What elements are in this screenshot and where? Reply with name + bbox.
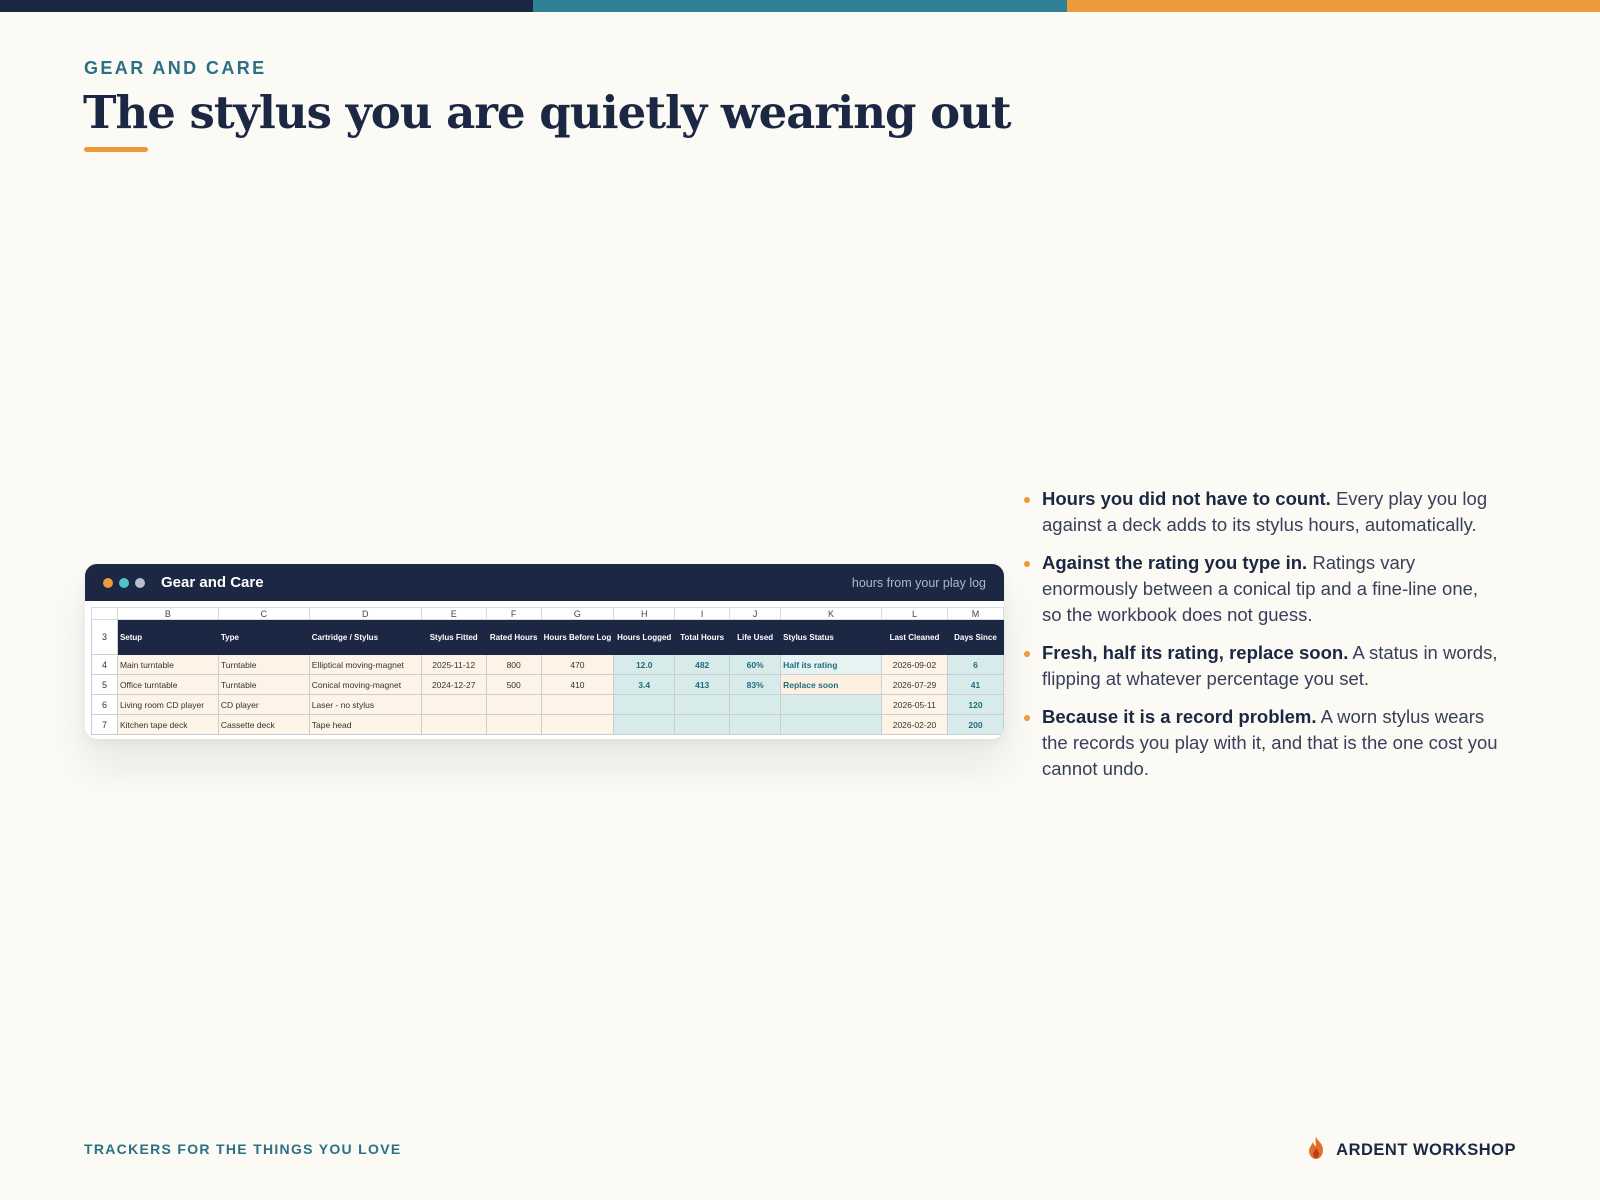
bullet-item <box>1042 640 1502 692</box>
column-letter[interactable]: L <box>881 608 947 620</box>
cell-stylus-status[interactable] <box>781 715 882 735</box>
bullet-lead: Against the rating you type in. <box>1042 552 1308 573</box>
header-cell-stylus-status[interactable]: Stylus Status <box>781 620 882 655</box>
window-dot-teal <box>119 578 129 588</box>
cell-stylus-fitted[interactable]: 2025-11-12 <box>421 655 486 675</box>
cell-type[interactable]: Turntable <box>218 675 309 695</box>
bullet-item <box>1042 704 1502 782</box>
header-cell-type[interactable]: Type <box>218 620 309 655</box>
cell-life-used[interactable]: 83% <box>730 675 781 695</box>
cell-type[interactable]: CD player <box>218 695 309 715</box>
section-eyebrow: GEAR AND CARE <box>84 58 267 78</box>
accent-segment-orange <box>1067 0 1600 12</box>
footer-tagline: TRACKERS FOR THE THINGS YOU LOVE <box>84 1141 402 1157</box>
row-number: 6 <box>92 695 118 715</box>
column-letter[interactable]: I <box>675 608 730 620</box>
cell-life-used[interactable]: 60% <box>730 655 781 675</box>
column-letter[interactable]: B <box>117 608 218 620</box>
flame-icon <box>1306 1136 1326 1165</box>
cell-cartridge[interactable]: Conical moving-magnet <box>309 675 421 695</box>
cell-last-cleaned[interactable]: 2026-07-29 <box>881 675 947 695</box>
column-letter-row <box>92 608 1004 620</box>
header-cell-hours-logged[interactable]: Hours Logged <box>614 620 675 655</box>
cell-days-since[interactable]: 41 <box>947 675 1003 695</box>
row-number: 7 <box>92 715 118 735</box>
column-letter[interactable]: J <box>730 608 781 620</box>
cell-hours-before-log[interactable]: 410 <box>541 675 614 695</box>
row-number: 5 <box>92 675 118 695</box>
cell-hours-logged[interactable]: 12.0 <box>614 655 675 675</box>
cell-hours-before-log[interactable]: 470 <box>541 655 614 675</box>
corner-cell <box>92 608 118 620</box>
cell-last-cleaned[interactable]: 2026-02-20 <box>881 715 947 735</box>
feature-bullet-list <box>1042 486 1502 794</box>
cell-days-since[interactable]: 120 <box>947 695 1003 715</box>
page-title: The stylus you are quietly wearing out <box>83 86 1011 139</box>
column-letter[interactable]: F <box>486 608 541 620</box>
cell-last-cleaned[interactable]: 2026-09-02 <box>881 655 947 675</box>
cell-stylus-status[interactable]: Replace soon <box>781 675 882 695</box>
cell-rated-hours[interactable]: 500 <box>486 675 541 695</box>
cell-total-hours[interactable] <box>675 695 730 715</box>
cell-life-used[interactable] <box>730 715 781 735</box>
bullet-lead: Because it is a record problem. <box>1042 706 1317 727</box>
table-row <box>92 715 1004 735</box>
cell-total-hours[interactable] <box>675 715 730 735</box>
card-header <box>85 564 1004 601</box>
window-dot-grey <box>135 578 145 588</box>
bullet-lead: Hours you did not have to count. <box>1042 488 1331 509</box>
bullet-text: Every play you log against a deck adds to its stylus hours, automatically. <box>1042 488 1488 535</box>
cell-setup[interactable]: Office turntable <box>117 675 218 695</box>
table-row <box>92 695 1004 715</box>
header-cell-stylus-fitted[interactable]: Stylus Fitted <box>421 620 486 655</box>
cell-rated-hours[interactable] <box>486 695 541 715</box>
header-cell-setup[interactable]: Setup <box>117 620 218 655</box>
window-dot-orange <box>103 578 113 588</box>
footer-brand-name: ARDENT WORKSHOP <box>1336 1141 1516 1159</box>
accent-segment-teal <box>533 0 1066 12</box>
card-title: Gear and Care <box>161 574 264 591</box>
cell-last-cleaned[interactable]: 2026-05-11 <box>881 695 947 715</box>
column-letter[interactable]: K <box>781 608 882 620</box>
bullet-text: A status in words, flipping at whatever percentage you set. <box>1042 642 1498 689</box>
cell-stylus-fitted[interactable] <box>421 715 486 735</box>
column-letter[interactable]: G <box>541 608 614 620</box>
cell-total-hours[interactable]: 413 <box>675 675 730 695</box>
header-cell-total-hours[interactable]: Total Hours <box>675 620 730 655</box>
column-letter[interactable]: C <box>218 608 309 620</box>
header-cell-days-since[interactable]: Days Since <box>947 620 1003 655</box>
cell-stylus-fitted[interactable]: 2024-12-27 <box>421 675 486 695</box>
table-header-row <box>92 620 1004 655</box>
cell-type[interactable]: Turntable <box>218 655 309 675</box>
bullet-item <box>1042 486 1502 538</box>
cell-rated-hours[interactable]: 800 <box>486 655 541 675</box>
header-cell-hours-before-log[interactable]: Hours Before Log <box>541 620 614 655</box>
header-cell-rated-hours[interactable]: Rated Hours <box>486 620 541 655</box>
cell-life-used[interactable] <box>730 695 781 715</box>
bullet-text: Ratings vary enormously between a conical tip and a fine-line one, so the workbook does not guess. <box>1042 552 1479 625</box>
cell-hours-logged[interactable] <box>614 715 675 735</box>
spreadsheet-card <box>85 564 1004 739</box>
bullet-item <box>1042 550 1502 628</box>
cell-cartridge[interactable]: Elliptical moving-magnet <box>309 655 421 675</box>
accent-segment-navy <box>0 0 533 12</box>
cell-setup[interactable]: Main turntable <box>117 655 218 675</box>
cell-setup[interactable]: Kitchen tape deck <box>117 715 218 735</box>
header-cell-life-used[interactable]: Life Used <box>730 620 781 655</box>
table-row <box>92 675 1004 695</box>
cell-stylus-fitted[interactable] <box>421 695 486 715</box>
column-letter[interactable]: E <box>421 608 486 620</box>
bullet-lead: Fresh, half its rating, replace soon. <box>1042 642 1349 663</box>
cell-days-since[interactable]: 6 <box>947 655 1003 675</box>
cell-stylus-status[interactable]: Half its rating <box>781 655 882 675</box>
column-letter[interactable]: H <box>614 608 675 620</box>
cell-cartridge[interactable]: Tape head <box>309 715 421 735</box>
cell-setup[interactable]: Living room CD player <box>117 695 218 715</box>
row-number: 4 <box>92 655 118 675</box>
cell-hours-logged[interactable]: 3.4 <box>614 675 675 695</box>
table-row <box>92 655 1004 675</box>
gear-care-sheet <box>91 607 1004 735</box>
row-number: 3 <box>92 620 118 655</box>
cell-days-since[interactable]: 200 <box>947 715 1003 735</box>
cell-stylus-status[interactable] <box>781 695 882 715</box>
footer-brand-block <box>1306 1136 1516 1165</box>
cell-total-hours[interactable]: 482 <box>675 655 730 675</box>
cell-cartridge[interactable]: Laser - no stylus <box>309 695 421 715</box>
header-cell-cartridge[interactable]: Cartridge / Stylus <box>309 620 421 655</box>
header-cell-last-cleaned[interactable]: Last Cleaned <box>881 620 947 655</box>
column-letter[interactable]: M <box>947 608 1003 620</box>
card-note: hours from your play log <box>851 575 986 590</box>
bullet-text: A worn stylus wears the records you play with it, and that is the one cost you cannot undo. <box>1042 706 1498 779</box>
column-letter[interactable]: D <box>309 608 421 620</box>
title-underline <box>84 147 148 152</box>
cell-hours-logged[interactable] <box>614 695 675 715</box>
cell-hours-before-log[interactable] <box>541 715 614 735</box>
top-accent-bar <box>0 0 1600 12</box>
cell-hours-before-log[interactable] <box>541 695 614 715</box>
cell-rated-hours[interactable] <box>486 715 541 735</box>
cell-type[interactable]: Cassette deck <box>218 715 309 735</box>
